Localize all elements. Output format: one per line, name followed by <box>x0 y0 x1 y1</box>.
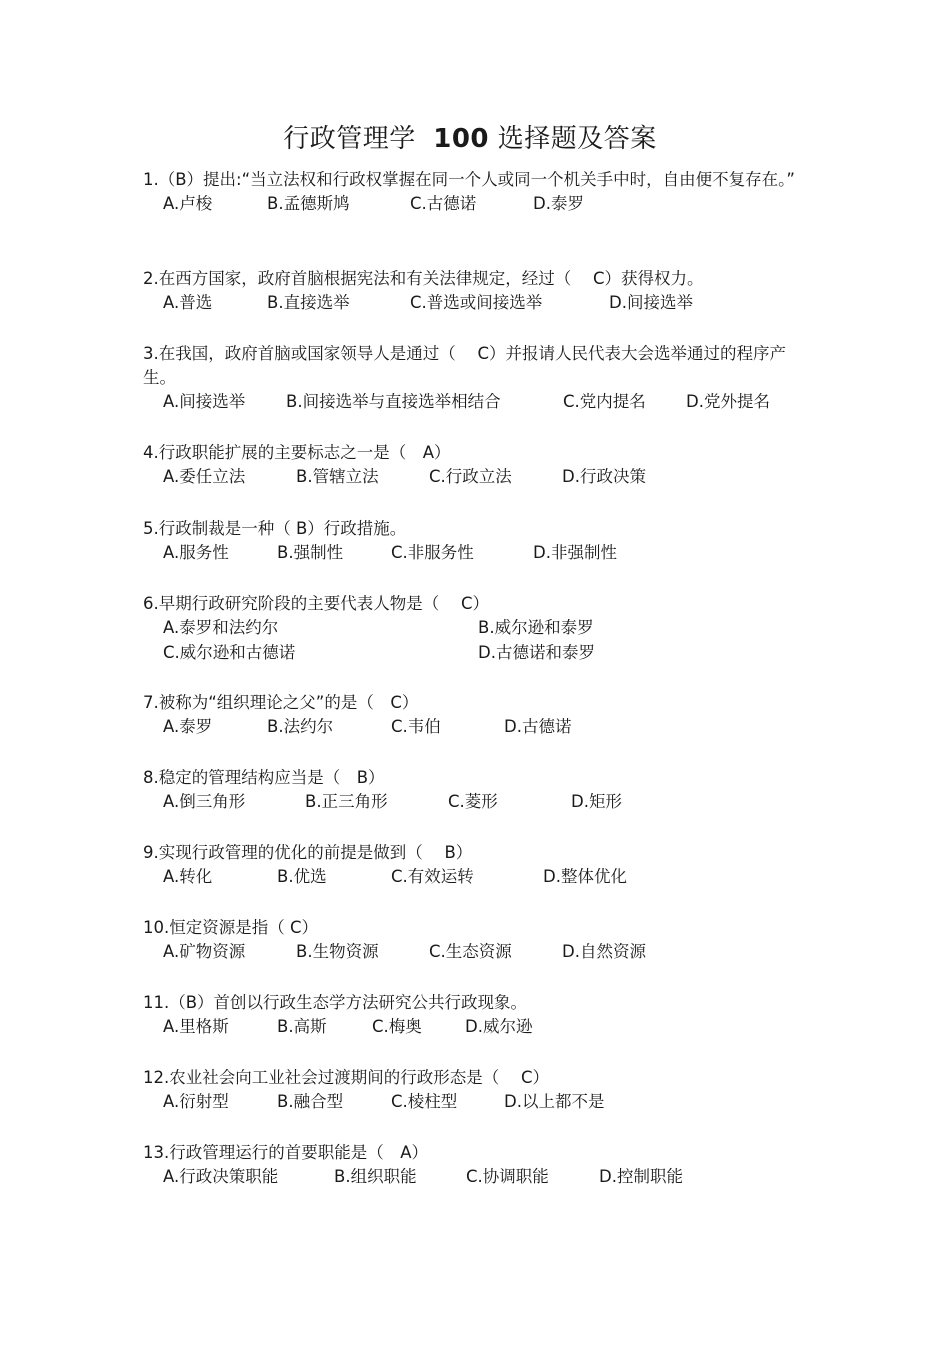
question-stem: 13.行政管理运行的首要职能是（ A） <box>143 1143 429 1162</box>
option-d: D.控制职能 <box>599 1167 683 1186</box>
title-number: 100 <box>433 124 490 154</box>
title-suffix: 选择题及答案 <box>497 124 657 154</box>
options-row <box>163 790 803 815</box>
option-a: A.行政决策职能 <box>163 1167 279 1186</box>
options-row <box>163 465 803 490</box>
question-stem: 8.稳定的管理结构应当是（ B） <box>143 768 385 787</box>
question-8 <box>143 766 803 815</box>
option-b: B.直接选举 <box>267 293 350 312</box>
question-6 <box>143 592 803 666</box>
option-d: D.间接选举 <box>609 293 693 312</box>
option-c: C.古德诺 <box>410 194 477 213</box>
option-d: D.以上都不是 <box>504 1092 605 1111</box>
option-a: A.泰罗和法约尔 <box>163 618 279 637</box>
options-row <box>163 865 803 890</box>
question-5 <box>143 517 803 566</box>
question-10 <box>143 916 803 965</box>
option-d: D.矩形 <box>571 792 622 811</box>
option-c: C.菱形 <box>448 792 498 811</box>
option-d: D.泰罗 <box>533 194 584 213</box>
question-4 <box>143 441 803 490</box>
option-c: C.协调职能 <box>466 1167 549 1186</box>
option-c: C.有效运转 <box>391 867 474 886</box>
option-a: A.间接选举 <box>163 392 246 411</box>
option-b: B.高斯 <box>277 1017 327 1036</box>
options-row <box>163 291 803 316</box>
question-1 <box>143 168 803 217</box>
option-b: B.强制性 <box>277 543 344 562</box>
options-row <box>163 541 803 566</box>
option-d: D.非强制性 <box>533 543 617 562</box>
options-row <box>163 940 803 965</box>
question-stem: 1.（B）提出:“当立法权和行政权掌握在同一个人或同一个机关手中时，自由便不复存在。” <box>143 170 795 189</box>
options-row <box>163 192 803 217</box>
options-row <box>163 1165 803 1190</box>
title-text: 行政管理学 <box>283 124 416 154</box>
question-stem: 2.在西方国家，政府首脑根据宪法和有关法律规定，经过（ C）获得权力。 <box>143 269 704 288</box>
option-d: D.行政决策 <box>562 467 646 486</box>
option-b: B.管辖立法 <box>296 467 379 486</box>
document-title <box>0 118 940 155</box>
options-row <box>163 390 803 415</box>
option-d: D.自然资源 <box>562 942 646 961</box>
options-row <box>163 616 803 641</box>
question-stem: 3.在我国，政府首脑或国家领导人是通过（ C）并报请人民代表大会选举通过的程序产生。 <box>143 344 787 387</box>
question-7 <box>143 691 803 740</box>
question-stem: 5.行政制裁是一种（ B）行政措施。 <box>143 519 407 538</box>
option-a: A.里格斯 <box>163 1017 229 1036</box>
option-b: B.间接选举与直接选举相结合 <box>286 392 501 411</box>
options-row <box>163 641 803 666</box>
options-row <box>163 1090 803 1115</box>
question-stem: 9.实现行政管理的优化的前提是做到（ B） <box>143 843 473 862</box>
option-c: C.党内提名 <box>563 392 646 411</box>
option-d: D.党外提名 <box>686 392 770 411</box>
option-c: C.生态资源 <box>429 942 512 961</box>
question-stem: 4.行政职能扩展的主要标志之一是（ A） <box>143 443 451 462</box>
option-b: B.正三角形 <box>305 792 388 811</box>
question-stem: 7.被称为“组织理论之父”的是（ C） <box>143 693 419 712</box>
option-c: C.非服务性 <box>391 543 474 562</box>
option-b: B.优选 <box>277 867 327 886</box>
question-stem: 6.早期行政研究阶段的主要代表人物是（ C） <box>143 594 490 613</box>
option-a: A.倒三角形 <box>163 792 246 811</box>
option-b: B.生物资源 <box>296 942 379 961</box>
question-stem: 12.农业社会向工业社会过渡期间的行政形态是（ C） <box>143 1068 550 1087</box>
question-2 <box>143 267 803 316</box>
option-b: B.孟德斯鸠 <box>267 194 350 213</box>
option-a: A.转化 <box>163 867 213 886</box>
question-9 <box>143 841 803 890</box>
option-d: D.威尔逊 <box>465 1017 533 1036</box>
question-11 <box>143 991 803 1040</box>
options-row <box>163 715 803 740</box>
option-a: A.普选 <box>163 293 213 312</box>
option-b: B.组织职能 <box>334 1167 417 1186</box>
option-c: C.韦伯 <box>391 717 441 736</box>
option-a: A.衍射型 <box>163 1092 229 1111</box>
option-a: A.服务性 <box>163 543 229 562</box>
option-d: D.整体优化 <box>543 867 627 886</box>
option-d: D.古德诺 <box>504 717 572 736</box>
option-a: A.委任立法 <box>163 467 246 486</box>
question-13 <box>143 1141 803 1190</box>
option-a: A.卢梭 <box>163 194 213 213</box>
options-row <box>163 1015 803 1040</box>
option-a: A.矿物资源 <box>163 942 246 961</box>
option-c: C.梅奥 <box>372 1017 422 1036</box>
question-12 <box>143 1066 803 1115</box>
option-d: D.古德诺和泰罗 <box>478 643 595 662</box>
option-c: C.行政立法 <box>429 467 512 486</box>
question-stem: 11.（B）首创以行政生态学方法研究公共行政现象。 <box>143 993 528 1012</box>
question-stem: 10.恒定资源是指（ C） <box>143 918 319 937</box>
option-c: C.棱柱型 <box>391 1092 458 1111</box>
option-b: B.法约尔 <box>267 717 334 736</box>
option-b: B.融合型 <box>277 1092 344 1111</box>
option-a: A.泰罗 <box>163 717 213 736</box>
option-c: C.威尔逊和古德诺 <box>163 643 296 662</box>
question-3 <box>143 342 803 415</box>
option-c: C.普选或间接选举 <box>410 293 543 312</box>
option-b: B.威尔逊和泰罗 <box>478 618 594 637</box>
